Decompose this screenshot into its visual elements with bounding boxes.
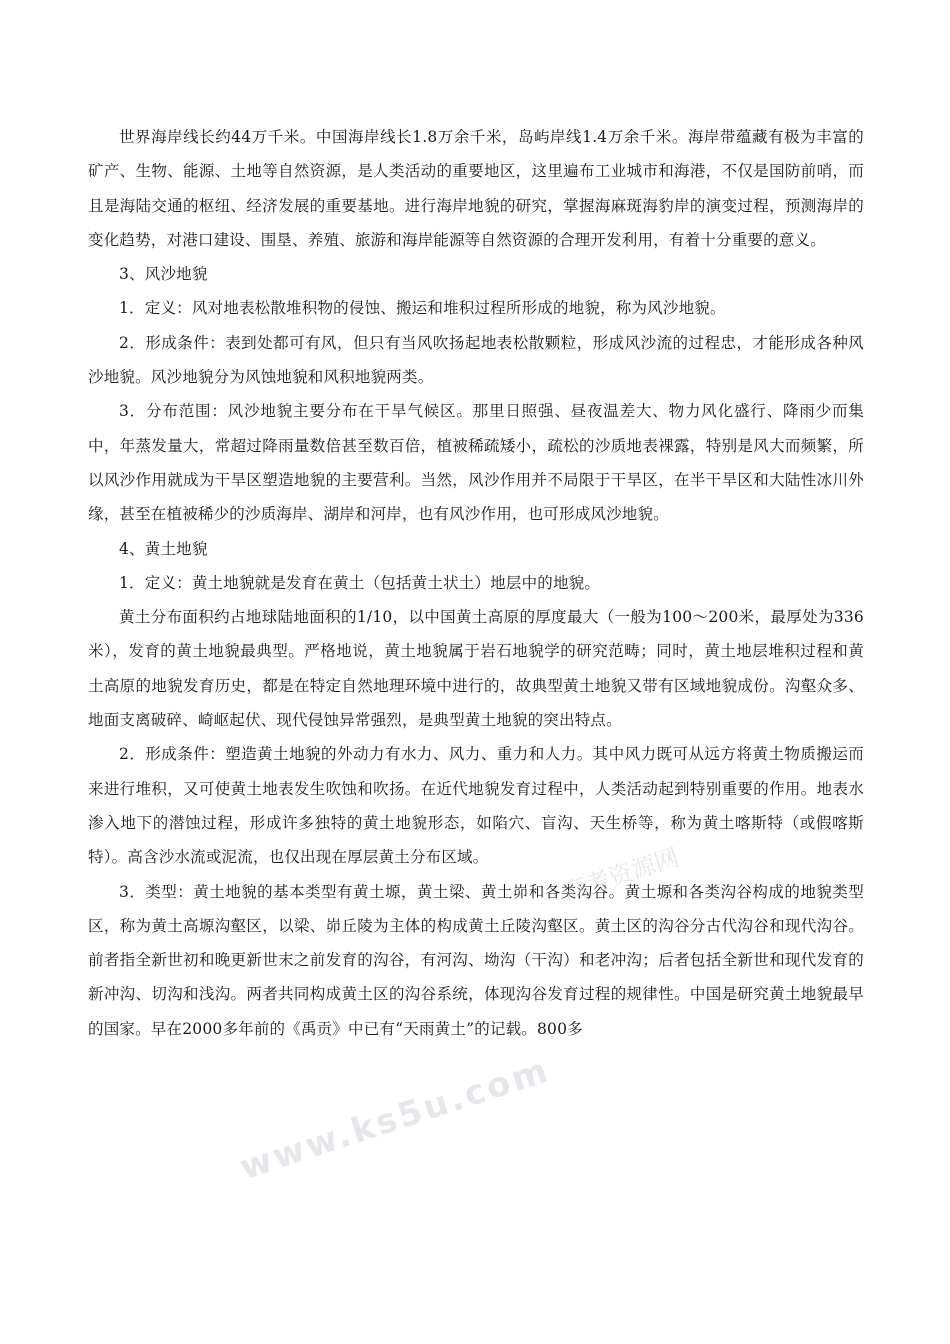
- watermark-cn: 高考资源网: [559, 843, 683, 907]
- watermark-url: www.ks5u.com: [235, 1050, 556, 1189]
- heading-aeolian-landform: 3、风沙地貌: [119, 265, 208, 284]
- watermark: [235, 1050, 555, 1188]
- paragraph-loess-conditions: 2．形成条件：塑造黄土地貌的外动力有水力、风力、重力和人力。其中风力既可从远方将黄土物质搬运而来进行堆积，又可使黄土地表发生吹蚀和吹扬。在近代地貌发育过程中，人类活动起到特别重要的作用。地表水渗入地下的潜蚀过程，形成许多独特的黄土地貌形态，如陷穴、盲沟、天生桥等，称为黄土喀斯特（或假喀斯特）。高含沙水流或泥流，也仅出现在厚层黄土分布区域。: [88, 745, 864, 867]
- paragraph-coastline: 世界海岸线长约44万千米。中国海岸线长1.8万余千米，岛屿岸线1.4万余千米。海岸带蕴藏有极为丰富的矿产、生物、能源、土地等自然资源，是人类活动的重要地区，这里遍布工业城市和海港，不仅是国防前哨，而且是海陆交通的枢纽、经济发展的重要基地。进行海岸地貌的研究，掌握海麻斑海豹岸的演变过程，预测海岸的变化趋势，对港口建设、围垦、养殖、旅游和海岸能源等自然资源的合理开发利用，有着十分重要的意义。: [88, 128, 864, 249]
- document-body: [88, 120, 864, 1046]
- paragraph-aeolian-definition: 1．定义：风对地表松散堆积物的侵蚀、搬运和堆积过程所形成的地貌，称为风沙地貌。: [119, 299, 726, 318]
- paragraph-loess-definition: 1．定义：黄土地貌就是发育在黄土（包括黄土状土）地层中的地貌。: [119, 573, 601, 592]
- paragraph-loess-types: 3．类型：黄土地貌的基本类型有黄土塬，黄土梁、黄土峁和各类沟谷。黄土塬和各类沟谷构成的地貌类型区，称为黄土高塬沟壑区，以梁、峁丘陵为主体的构成黄土丘陵沟壑区。黄土区的沟谷分古代沟谷和现代沟谷。前者指全新世初和晚更新世末之前发育的沟谷，有河沟、坳沟（干沟）和老冲沟；后者包括全新世和现代发育的新冲沟、切沟和浅沟。两者共同构成黄土区的沟谷系统，体现沟谷发育过程的规律性。中国是研究黄土地貌最早的国家。早在2000多年前的《禹贡》中已有“天雨黄土”的记载。800多: [88, 882, 864, 1038]
- heading-loess-landform: 4、黄土地貌: [119, 539, 208, 558]
- paragraph-loess-distribution: 黄土分布面积约占地球陆地面积的1/10，以中国黄土高原的厚度最大（一般为100～200米，最厚处为336米），发育的黄土地貌最典型。严格地说，黄土地貌属于岩石地貌学的研究范畴；同时，黄土地层堆积过程和黄土高原的地貌发育历史，都是在特定自然地理环境中进行的，故典型黄土地貌又带有区域地貌成份。沟壑众多、地面支离破碎、崎岖起伏、现代侵蚀异常强烈，是典型黄土地貌的突出特点。: [88, 608, 864, 730]
- paragraph-aeolian-distribution: 3．分布范围：风沙地貌主要分布在干旱气候区。那里日照强、昼夜温差大、物力风化盛行、降雨少而集中，年蒸发量大，常超过降雨量数倍甚至数百倍，植被稀疏矮小，疏松的沙质地表裸露，特别是风大而频繁，所以风沙作用就成为干旱区塑造地貌的主要营利。当然，风沙作用并不局限于干旱区，在半干旱区和大陆性冰川外缘，甚至在植被稀少的沙质海岸、湖岸和河岸，也有风沙作用，也可形成风沙地貌。: [88, 402, 864, 524]
- paragraph-aeolian-conditions: 2．形成条件：表到处都可有风，但只有当风吹扬起地表松散颗粒，形成风沙流的过程忠，才能形成各种风沙地貌。风沙地貌分为风蚀地貌和风积地貌两类。: [88, 333, 864, 387]
